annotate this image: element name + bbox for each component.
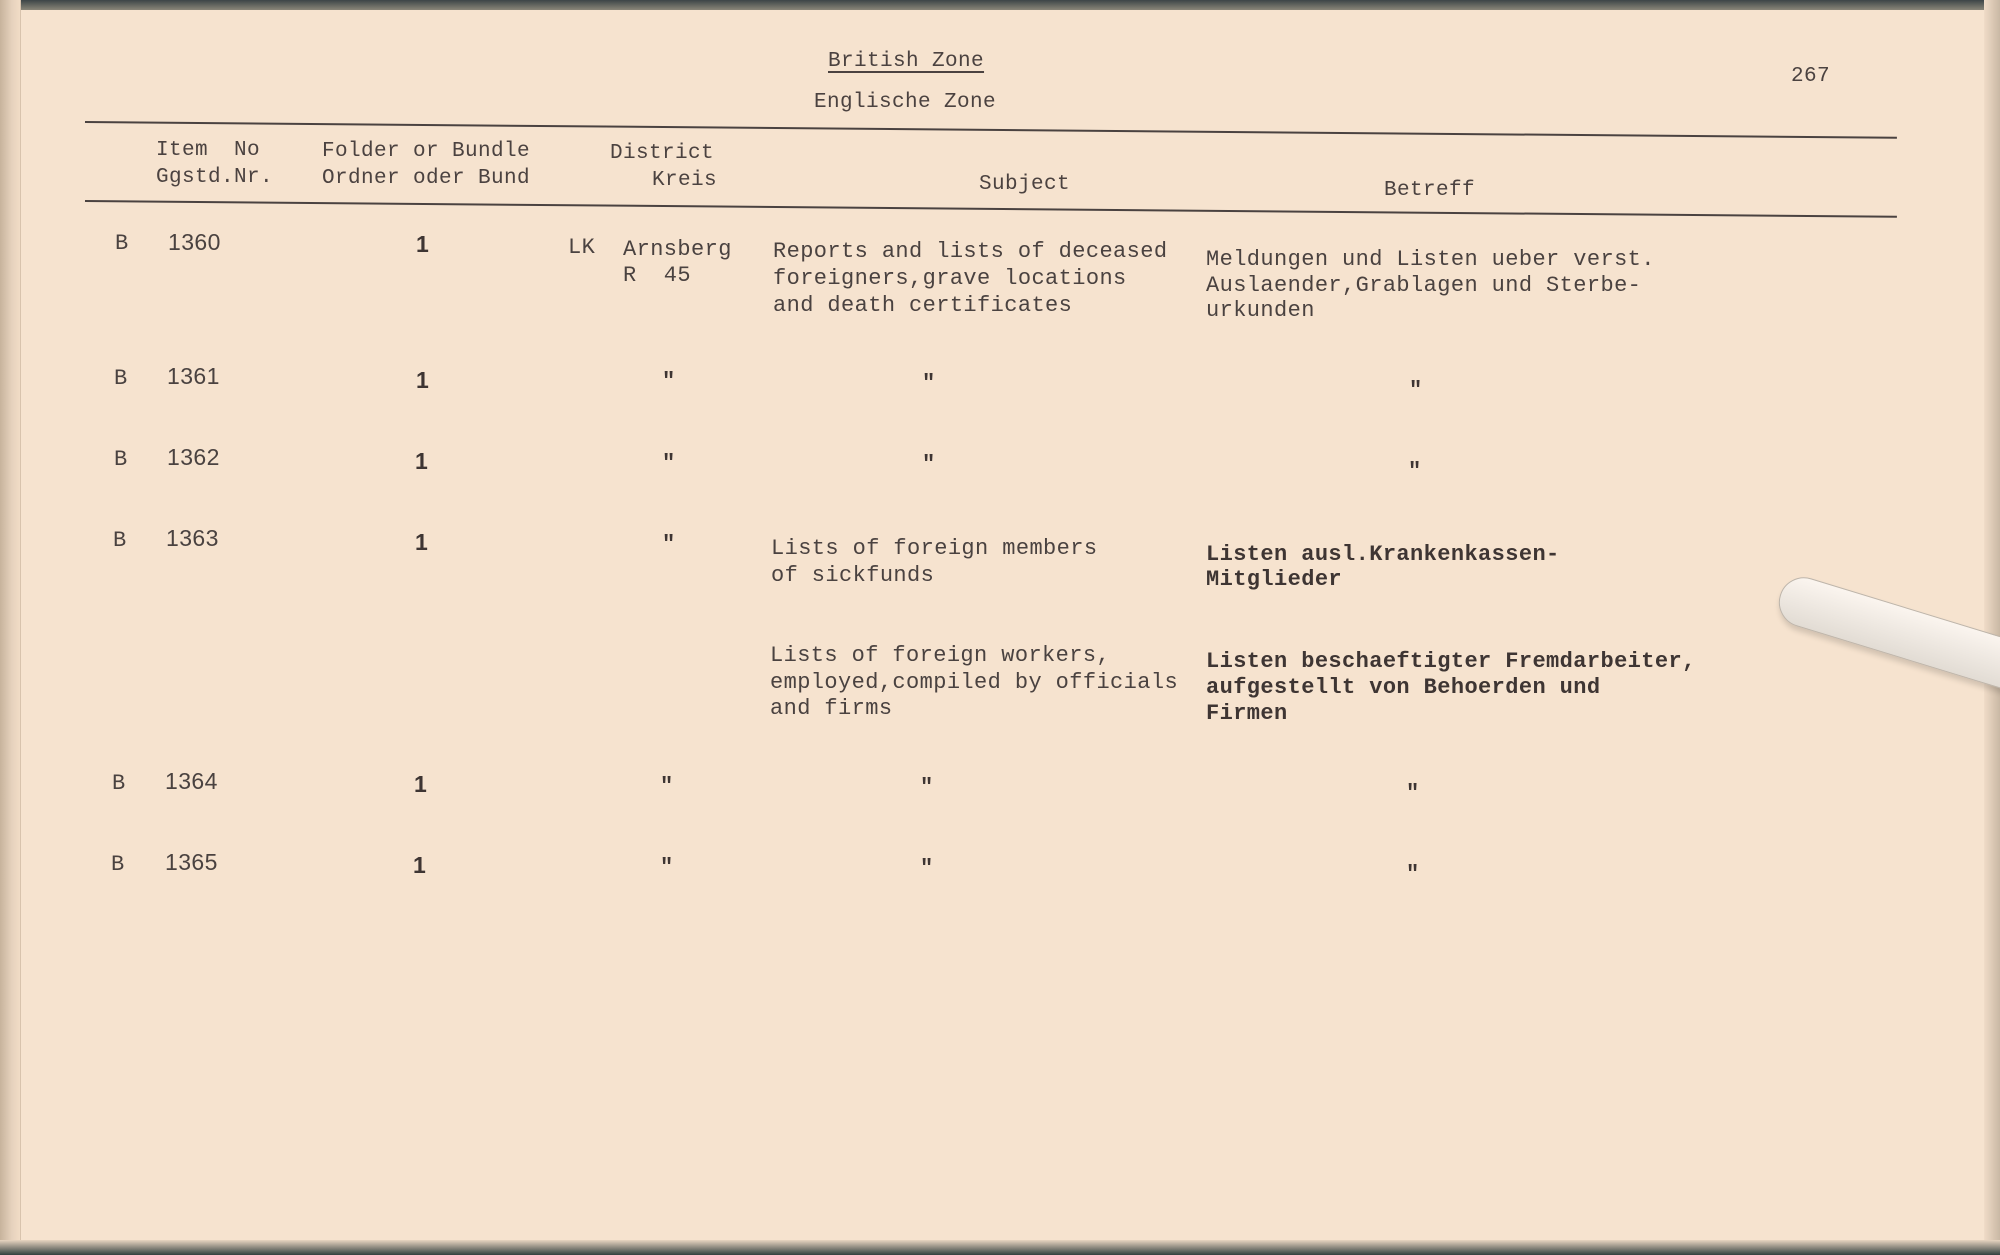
row-1361-prefix: B: [114, 366, 128, 391]
row-1360-subject-line1: Reports and lists of deceased: [773, 239, 1168, 264]
row-1363-prefix: B: [113, 528, 127, 553]
col-subject: Subject: [979, 173, 1071, 196]
row-1365-number: 1365: [165, 849, 218, 875]
row-1364-betreff: ": [1406, 781, 1420, 806]
row-1362-betreff: ": [1408, 459, 1422, 484]
row-1360-district-code: R 45: [623, 263, 692, 288]
row-1363-betreff-line2: Mitglieder: [1206, 567, 1343, 592]
row-1363-subject2-line1: Lists of foreign workers,: [770, 643, 1111, 668]
col-folder-en: Folder or Bundle: [322, 140, 531, 163]
row-1362-subject: ": [922, 452, 936, 477]
header-rule-bottom: [85, 200, 1897, 218]
row-1360-prefix: B: [115, 231, 129, 256]
row-1360-district: Arnsberg: [623, 237, 732, 262]
row-1361-betreff: ": [1409, 378, 1423, 403]
row-1360-subject-line2: foreigners,grave locations: [773, 266, 1127, 291]
row-1363-folder: 1: [415, 529, 429, 555]
row-1363-betreff2-line1: Listen beschaeftigter Fremdarbeiter,: [1206, 649, 1696, 674]
row-1362-number: 1362: [167, 444, 220, 470]
row-1363-betreff2-line2: aufgestellt von Behoerden und: [1206, 675, 1601, 700]
row-1363-district: ": [662, 532, 676, 557]
col-betreff: Betreff: [1384, 179, 1476, 202]
row-1363-subject-line2: of sickfunds: [771, 563, 935, 588]
binder-top-edge: [0, 0, 2000, 10]
header-rule-top: [85, 121, 1897, 139]
col-item-en: Item No: [156, 139, 261, 162]
row-1364-folder: 1: [414, 771, 428, 797]
row-1363-betreff-line1: Listen ausl.Krankenkassen-: [1206, 542, 1560, 567]
binder-spine: [0, 0, 21, 1255]
col-district-de: Kreis: [652, 169, 718, 192]
row-1360-district-prefix: LK: [568, 235, 596, 260]
col-folder-de: Ordner oder Bund: [322, 167, 531, 190]
row-1362-prefix: B: [114, 447, 128, 472]
row-1361-district: ": [662, 369, 676, 394]
row-1360-subject-line3: and death certificates: [773, 293, 1073, 318]
row-1364-number: 1364: [165, 768, 218, 794]
tweezers-tool: [1773, 571, 2000, 695]
row-1363-number: 1363: [166, 525, 219, 551]
row-1364-subject: ": [920, 775, 934, 800]
row-1363-subject-line1: Lists of foreign members: [771, 536, 1098, 561]
page-number: 267: [1791, 65, 1831, 88]
row-1363-subject2-line2: employed,compiled by officials: [770, 670, 1179, 695]
row-1365-folder: 1: [413, 852, 427, 878]
zone-title: British Zone: [828, 50, 985, 73]
row-1360-betreff-line2: Auslaender,Grablagen und Sterbe-: [1206, 273, 1642, 298]
row-1360-betreff-line3: urkunden: [1206, 298, 1315, 323]
row-1363-subject2-line3: and firms: [770, 696, 893, 721]
row-1361-folder: 1: [416, 367, 430, 393]
row-1361-number: 1361: [167, 363, 220, 389]
row-1365-district: ": [660, 855, 674, 880]
page-right-edge: [1984, 0, 2000, 1255]
row-1360-folder: 1: [416, 231, 430, 257]
row-1365-prefix: B: [111, 852, 125, 877]
row-1364-prefix: B: [112, 771, 126, 796]
zone-subtitle: Englische Zone: [814, 91, 997, 114]
col-district-en: District: [610, 142, 715, 165]
row-1362-folder: 1: [415, 448, 429, 474]
row-1361-subject: ": [922, 371, 936, 396]
col-item-de: Ggstd.Nr.: [156, 166, 274, 189]
row-1362-district: ": [662, 451, 676, 476]
row-1365-subject: ": [920, 856, 934, 881]
row-1364-district: ": [660, 774, 674, 799]
row-1360-number: 1360: [168, 229, 221, 255]
row-1360-betreff-line1: Meldungen und Listen ueber verst.: [1206, 247, 1655, 272]
binder-bottom-edge: [0, 1240, 2000, 1255]
row-1363-betreff2-line3: Firmen: [1206, 701, 1288, 726]
row-1365-betreff: ": [1406, 862, 1420, 887]
